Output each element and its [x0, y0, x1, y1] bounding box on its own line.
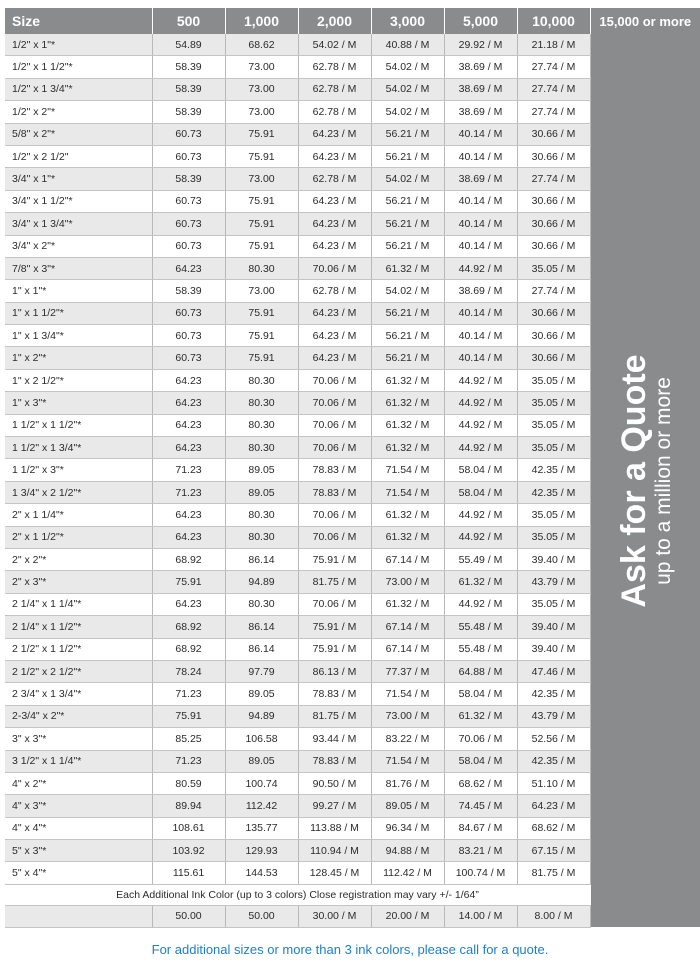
row-price: 86.13 / M [298, 660, 371, 682]
row-price: 75.91 [152, 705, 225, 727]
row-price: 61.32 / M [371, 257, 444, 279]
row-price: 43.79 / M [517, 705, 590, 727]
row-price: 44.92 / M [444, 504, 517, 526]
row-price: 64.23 / M [298, 347, 371, 369]
row-price: 135.77 [225, 817, 298, 839]
row-price: 77.37 / M [371, 660, 444, 682]
row-price: 40.14 / M [444, 325, 517, 347]
ink-price: 14.00 / M [444, 905, 517, 927]
row-price: 75.91 [225, 123, 298, 145]
row-price: 54.02 / M [371, 280, 444, 302]
row-price: 89.94 [152, 795, 225, 817]
row-price: 108.61 [152, 817, 225, 839]
row-price: 54.02 / M [371, 56, 444, 78]
row-price: 90.50 / M [298, 772, 371, 794]
row-price: 86.14 [225, 616, 298, 638]
row-price: 43.79 / M [517, 571, 590, 593]
row-price: 61.32 / M [371, 526, 444, 548]
row-size: 2 1/4" x 1 1/2"* [5, 616, 152, 638]
row-price: 84.67 / M [444, 817, 517, 839]
row-price: 64.23 / M [298, 325, 371, 347]
row-price: 35.05 / M [517, 437, 590, 459]
row-price: 70.06 / M [444, 728, 517, 750]
header-qty-1000: 1,000 [225, 8, 298, 34]
row-price: 27.74 / M [517, 56, 590, 78]
row-price: 35.05 / M [517, 257, 590, 279]
row-price: 75.91 [225, 302, 298, 324]
row-size: 1/2" x 1"* [5, 34, 152, 56]
row-price: 56.21 / M [371, 235, 444, 257]
row-price: 78.83 / M [298, 459, 371, 481]
row-price: 83.22 / M [371, 728, 444, 750]
row-price: 64.23 [152, 593, 225, 615]
row-price: 71.54 / M [371, 459, 444, 481]
row-price: 44.92 / M [444, 257, 517, 279]
row-size: 2" x 3"* [5, 571, 152, 593]
row-price: 60.73 [152, 347, 225, 369]
row-price: 38.69 / M [444, 56, 517, 78]
row-price: 78.83 / M [298, 481, 371, 503]
row-price: 58.39 [152, 78, 225, 100]
row-price: 38.69 / M [444, 78, 517, 100]
row-price: 129.93 [225, 840, 298, 862]
row-price: 40.14 / M [444, 123, 517, 145]
row-price: 44.92 / M [444, 369, 517, 391]
row-price: 44.92 / M [444, 526, 517, 548]
row-price: 61.32 / M [371, 369, 444, 391]
row-price: 62.78 / M [298, 78, 371, 100]
row-price: 61.32 / M [444, 571, 517, 593]
row-size: 4" x 4"* [5, 817, 152, 839]
row-price: 60.73 [152, 123, 225, 145]
row-price: 38.69 / M [444, 280, 517, 302]
quote-subheading: up to a million or more [652, 376, 676, 585]
ink-price: 50.00 [152, 905, 225, 927]
ink-price: 30.00 / M [298, 905, 371, 927]
row-price: 61.32 / M [371, 414, 444, 436]
row-price: 40.14 / M [444, 213, 517, 235]
row-price: 30.66 / M [517, 347, 590, 369]
row-size: 2 1/2" x 2 1/2"* [5, 660, 152, 682]
row-price: 30.66 / M [517, 145, 590, 167]
row-price: 56.21 / M [371, 347, 444, 369]
row-price: 27.74 / M [517, 280, 590, 302]
row-price: 80.59 [152, 772, 225, 794]
row-price: 30.66 / M [517, 123, 590, 145]
row-price: 71.54 / M [371, 750, 444, 772]
row-price: 58.39 [152, 168, 225, 190]
row-price: 73.00 [225, 101, 298, 123]
row-price: 71.23 [152, 459, 225, 481]
row-price: 30.66 / M [517, 235, 590, 257]
row-price: 44.92 / M [444, 414, 517, 436]
row-price: 71.23 [152, 683, 225, 705]
row-price: 78.83 / M [298, 750, 371, 772]
row-price: 67.14 / M [371, 616, 444, 638]
row-price: 60.73 [152, 213, 225, 235]
row-price: 81.75 / M [517, 862, 590, 884]
row-price: 75.91 [225, 213, 298, 235]
row-price: 78.24 [152, 660, 225, 682]
header-qty-10000: 10,000 [517, 8, 590, 34]
row-price: 100.74 [225, 772, 298, 794]
row-price: 80.30 [225, 504, 298, 526]
row-size: 3 1/2" x 1 1/4"* [5, 750, 152, 772]
quote-heading: Ask for a Quote [615, 354, 654, 608]
row-size: 1/2" x 1 1/2"* [5, 56, 152, 78]
row-price: 70.06 / M [298, 504, 371, 526]
row-price: 40.88 / M [371, 34, 444, 56]
row-price: 68.92 [152, 638, 225, 660]
row-price: 70.06 / M [298, 414, 371, 436]
row-size: 1" x 2"* [5, 347, 152, 369]
row-price: 100.74 / M [444, 862, 517, 884]
row-price: 64.23 / M [298, 123, 371, 145]
quote-panel [590, 34, 700, 927]
row-price: 81.75 / M [298, 571, 371, 593]
row-price: 86.14 [225, 638, 298, 660]
row-price: 75.91 / M [298, 638, 371, 660]
row-price: 73.00 [225, 56, 298, 78]
row-price: 128.45 / M [298, 862, 371, 884]
row-price: 86.14 [225, 548, 298, 570]
row-price: 81.75 / M [298, 705, 371, 727]
row-price: 58.39 [152, 280, 225, 302]
header-size: Size [5, 8, 152, 34]
row-price: 35.05 / M [517, 593, 590, 615]
row-price: 89.05 [225, 750, 298, 772]
row-price: 56.21 / M [371, 213, 444, 235]
row-price: 70.06 / M [298, 369, 371, 391]
row-price: 144.53 [225, 862, 298, 884]
row-price: 80.30 [225, 369, 298, 391]
row-price: 30.66 / M [517, 213, 590, 235]
row-price: 113.88 / M [298, 817, 371, 839]
row-price: 64.23 [152, 526, 225, 548]
row-price: 70.06 / M [298, 257, 371, 279]
row-price: 42.35 / M [517, 683, 590, 705]
row-price: 64.23 [152, 437, 225, 459]
row-size: 5/8" x 2"* [5, 123, 152, 145]
row-price: 61.32 / M [371, 392, 444, 414]
row-price: 80.30 [225, 593, 298, 615]
row-size: 5" x 3"* [5, 840, 152, 862]
row-price: 54.89 [152, 34, 225, 56]
row-price: 61.32 / M [371, 437, 444, 459]
row-price: 85.25 [152, 728, 225, 750]
row-price: 70.06 / M [298, 593, 371, 615]
row-price: 94.89 [225, 571, 298, 593]
row-price: 78.83 / M [298, 683, 371, 705]
row-price: 54.02 / M [371, 78, 444, 100]
row-price: 81.76 / M [371, 772, 444, 794]
ink-note-text: Each Additional Ink Color (up to 3 colors) Close registration may vary +/- 1/64” [5, 884, 590, 905]
table-row [5, 34, 700, 56]
row-size: 1/2" x 1 3/4"* [5, 78, 152, 100]
row-price: 44.92 / M [444, 437, 517, 459]
row-size: 3/4" x 1"* [5, 168, 152, 190]
row-price: 30.66 / M [517, 325, 590, 347]
row-price: 42.35 / M [517, 459, 590, 481]
row-size: 5" x 4"* [5, 862, 152, 884]
row-price: 55.49 / M [444, 548, 517, 570]
row-price: 54.02 / M [371, 168, 444, 190]
row-size: 2" x 1 1/2"* [5, 526, 152, 548]
row-price: 60.73 [152, 190, 225, 212]
row-price: 64.23 / M [298, 213, 371, 235]
row-size: 1/2" x 2 1/2" [5, 145, 152, 167]
row-price: 39.40 / M [517, 638, 590, 660]
row-price: 89.05 / M [371, 795, 444, 817]
row-price: 73.00 [225, 168, 298, 190]
row-price: 64.23 / M [298, 145, 371, 167]
row-price: 70.06 / M [298, 437, 371, 459]
row-price: 60.73 [152, 302, 225, 324]
row-price: 70.06 / M [298, 526, 371, 548]
row-price: 68.62 [225, 34, 298, 56]
row-price: 39.40 / M [517, 548, 590, 570]
header-qty-15000-plus: 15,000 or more [590, 8, 700, 34]
row-size: 1 1/2" x 3"* [5, 459, 152, 481]
row-price: 112.42 / M [371, 862, 444, 884]
row-price: 64.88 / M [444, 660, 517, 682]
row-size: 4" x 3"* [5, 795, 152, 817]
row-price: 56.21 / M [371, 190, 444, 212]
row-price: 106.58 [225, 728, 298, 750]
row-price: 71.54 / M [371, 481, 444, 503]
row-price: 68.92 [152, 616, 225, 638]
price-table-body [5, 34, 700, 927]
row-price: 21.18 / M [517, 34, 590, 56]
row-size: 2 1/4" x 1 1/4"* [5, 593, 152, 615]
row-price: 40.14 / M [444, 145, 517, 167]
row-size: 1" x 1 1/2"* [5, 302, 152, 324]
row-price: 27.74 / M [517, 78, 590, 100]
row-price: 67.14 / M [371, 548, 444, 570]
row-price: 40.14 / M [444, 235, 517, 257]
row-price: 60.73 [152, 145, 225, 167]
row-price: 35.05 / M [517, 392, 590, 414]
row-price: 80.30 [225, 257, 298, 279]
row-price: 30.66 / M [517, 302, 590, 324]
row-price: 62.78 / M [298, 168, 371, 190]
quote-text [615, 354, 675, 607]
row-price: 44.92 / M [444, 593, 517, 615]
row-price: 115.61 [152, 862, 225, 884]
row-price: 73.00 [225, 78, 298, 100]
row-price: 39.40 / M [517, 616, 590, 638]
row-size: 3/4" x 1 1/2"* [5, 190, 152, 212]
row-price: 112.42 [225, 795, 298, 817]
row-price: 67.14 / M [371, 638, 444, 660]
row-price: 94.89 [225, 705, 298, 727]
row-price: 71.23 [152, 481, 225, 503]
footer-note: For additional sizes or more than 3 ink colors, please call for a quote. [151, 942, 549, 957]
ink-price: 50.00 [225, 905, 298, 927]
row-price: 80.30 [225, 526, 298, 548]
row-price: 80.30 [225, 414, 298, 436]
row-price: 75.91 [225, 145, 298, 167]
row-price: 96.34 / M [371, 817, 444, 839]
row-price: 64.23 / M [517, 795, 590, 817]
row-price: 75.91 / M [298, 548, 371, 570]
row-price: 51.10 / M [517, 772, 590, 794]
row-price: 93.44 / M [298, 728, 371, 750]
row-price: 80.30 [225, 392, 298, 414]
row-price: 67.15 / M [517, 840, 590, 862]
row-price: 62.78 / M [298, 101, 371, 123]
row-price: 61.32 / M [371, 593, 444, 615]
row-size: 3/4" x 1 3/4"* [5, 213, 152, 235]
row-price: 56.21 / M [371, 123, 444, 145]
row-size: 7/8" x 3"* [5, 257, 152, 279]
row-size: 2" x 1 1/4"* [5, 504, 152, 526]
row-price: 110.94 / M [298, 840, 371, 862]
row-price: 42.35 / M [517, 481, 590, 503]
row-size: 2 3/4" x 1 3/4"* [5, 683, 152, 705]
row-size: 1" x 1 3/4"* [5, 325, 152, 347]
row-price: 64.23 [152, 392, 225, 414]
row-price: 99.27 / M [298, 795, 371, 817]
row-price: 74.45 / M [444, 795, 517, 817]
row-price: 56.21 / M [371, 145, 444, 167]
row-price: 27.74 / M [517, 101, 590, 123]
row-size: 1 3/4" x 2 1/2"* [5, 481, 152, 503]
row-price: 55.48 / M [444, 638, 517, 660]
row-price: 27.74 / M [517, 168, 590, 190]
header-qty-2000: 2,000 [298, 8, 371, 34]
row-price: 83.21 / M [444, 840, 517, 862]
row-price: 38.69 / M [444, 101, 517, 123]
row-price: 58.04 / M [444, 459, 517, 481]
row-size: 3/4" x 2"* [5, 235, 152, 257]
row-size: 1/2" x 2"* [5, 101, 152, 123]
row-price: 35.05 / M [517, 526, 590, 548]
row-price: 68.62 / M [517, 817, 590, 839]
row-price: 97.79 [225, 660, 298, 682]
row-price: 40.14 / M [444, 347, 517, 369]
row-price: 35.05 / M [517, 414, 590, 436]
row-price: 44.92 / M [444, 392, 517, 414]
row-price: 35.05 / M [517, 504, 590, 526]
row-price: 40.14 / M [444, 190, 517, 212]
row-price: 40.14 / M [444, 302, 517, 324]
row-price: 75.91 [152, 571, 225, 593]
row-price: 75.91 [225, 347, 298, 369]
header-qty-5000: 5,000 [444, 8, 517, 34]
row-price: 68.92 [152, 548, 225, 570]
row-price: 89.05 [225, 683, 298, 705]
row-price: 64.23 [152, 257, 225, 279]
row-size: 4" x 2"* [5, 772, 152, 794]
row-price: 58.04 / M [444, 481, 517, 503]
row-price: 71.23 [152, 750, 225, 772]
row-price: 71.54 / M [371, 683, 444, 705]
ink-price-blank [5, 905, 152, 927]
row-price: 70.06 / M [298, 392, 371, 414]
row-price: 64.23 [152, 504, 225, 526]
row-price: 56.21 / M [371, 325, 444, 347]
table-header-row [5, 8, 700, 34]
row-price: 64.23 / M [298, 190, 371, 212]
row-size: 1 1/2" x 1 3/4"* [5, 437, 152, 459]
row-price: 80.30 [225, 437, 298, 459]
row-price: 61.32 / M [371, 504, 444, 526]
row-price: 75.91 / M [298, 616, 371, 638]
row-size: 3" x 3"* [5, 728, 152, 750]
row-price: 73.00 / M [371, 705, 444, 727]
row-price: 58.04 / M [444, 750, 517, 772]
row-price: 94.88 / M [371, 840, 444, 862]
row-price: 58.39 [152, 101, 225, 123]
row-size: 1" x 3"* [5, 392, 152, 414]
price-table [5, 8, 700, 928]
row-price: 60.73 [152, 325, 225, 347]
row-price: 89.05 [225, 459, 298, 481]
ink-price: 8.00 / M [517, 905, 590, 927]
row-size: 2 1/2" x 1 1/2"* [5, 638, 152, 660]
row-price: 58.04 / M [444, 683, 517, 705]
row-size: 1" x 2 1/2"* [5, 369, 152, 391]
ink-price: 20.00 / M [371, 905, 444, 927]
row-size: 1" x 1"* [5, 280, 152, 302]
row-price: 75.91 [225, 235, 298, 257]
row-price: 64.23 / M [298, 235, 371, 257]
row-price: 62.78 / M [298, 56, 371, 78]
row-price: 64.23 / M [298, 302, 371, 324]
row-price: 47.46 / M [517, 660, 590, 682]
row-price: 61.32 / M [444, 705, 517, 727]
row-price: 52.56 / M [517, 728, 590, 750]
row-price: 56.21 / M [371, 302, 444, 324]
row-price: 62.78 / M [298, 280, 371, 302]
row-price: 68.62 / M [444, 772, 517, 794]
header-qty-500: 500 [152, 8, 225, 34]
row-price: 54.02 / M [371, 101, 444, 123]
row-size: 2-3/4" x 2"* [5, 705, 152, 727]
row-price: 103.92 [152, 840, 225, 862]
row-price: 55.48 / M [444, 616, 517, 638]
row-price: 42.35 / M [517, 750, 590, 772]
row-price: 35.05 / M [517, 369, 590, 391]
row-price: 58.39 [152, 56, 225, 78]
row-size: 1 1/2" x 1 1/2"* [5, 414, 152, 436]
row-price: 54.02 / M [298, 34, 371, 56]
row-price: 73.00 / M [371, 571, 444, 593]
row-price: 64.23 [152, 369, 225, 391]
row-price: 89.05 [225, 481, 298, 503]
row-size: 2" x 2"* [5, 548, 152, 570]
header-qty-3000: 3,000 [371, 8, 444, 34]
row-price: 75.91 [225, 325, 298, 347]
row-price: 60.73 [152, 235, 225, 257]
row-price: 64.23 [152, 414, 225, 436]
row-price: 30.66 / M [517, 190, 590, 212]
row-price: 29.92 / M [444, 34, 517, 56]
row-price: 73.00 [225, 280, 298, 302]
row-price: 75.91 [225, 190, 298, 212]
row-price: 38.69 / M [444, 168, 517, 190]
